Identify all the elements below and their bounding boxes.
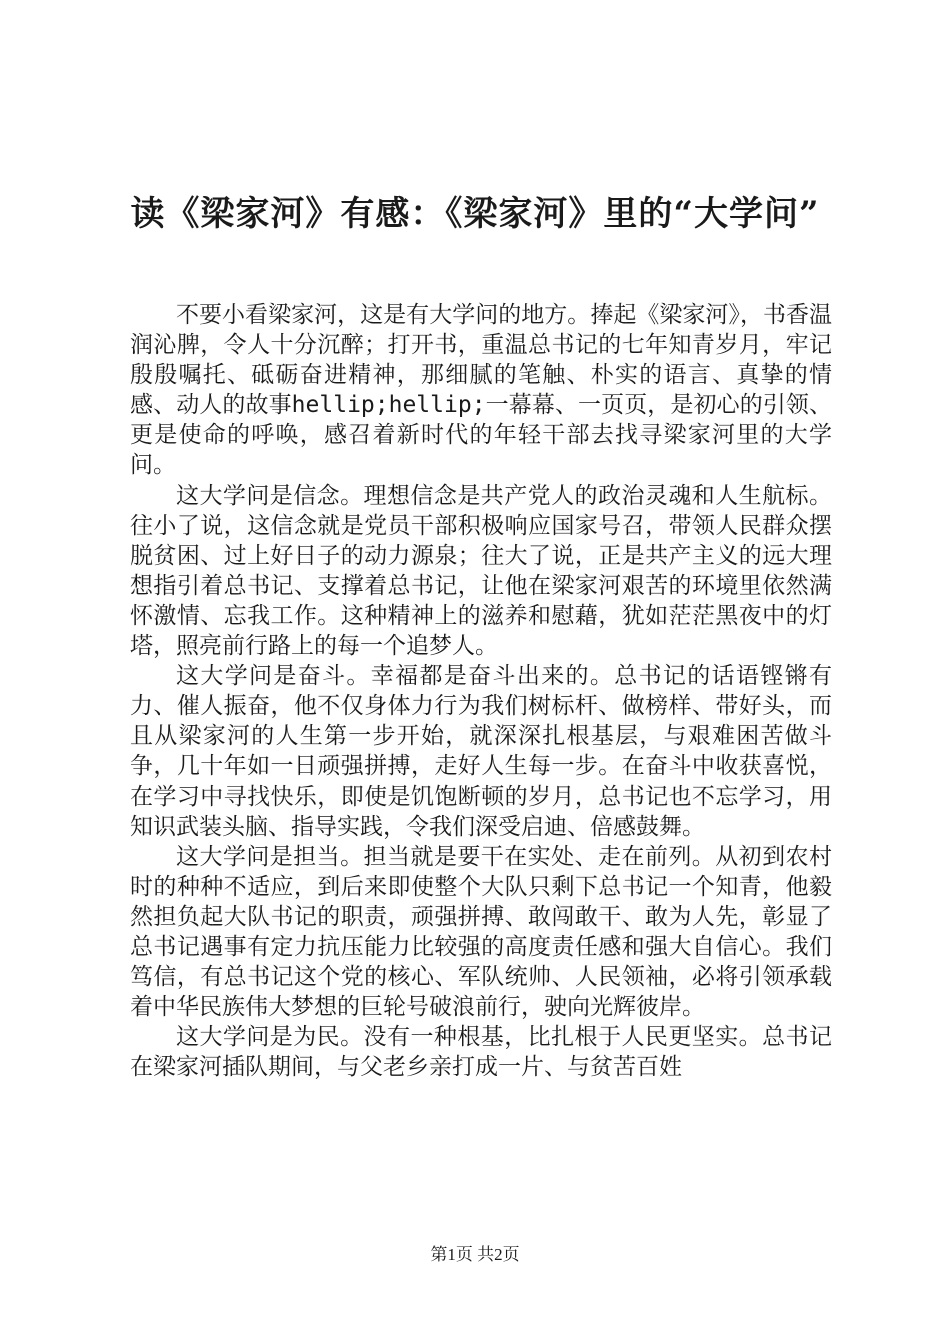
- paragraph-struggle: 这大学问是奋斗。幸福都是奋斗出来的。总书记的话语铿锵有力、催人振奋，他不仅身体力行为我们树标杆、做榜样、带好头，而且从梁家河的人生第一步开始，就深深扎根基层，与艰难困苦做斗争，几十年如一日顽强拼搏，走好人生每一步。在奋斗中收获喜悦，在学习中寻找快乐，即使是饥饱断顿的岁月，总书记也不忘学习，用知识武装头脑、指导实践，令我们深受启迪、倍感鼓舞。: [130, 663, 832, 840]
- page-title: 读《梁家河》有感：《梁家河》里的“大学问”: [130, 194, 820, 234]
- paragraph-intro: 不要小看梁家河，这是有大学问的地方。捧起《梁家河》，书香温润沁脾，令人十分沉醉；打开书，重温总书记的七年知青岁月，牢记殷殷嘱托、砥砺奋进精神，那细腻的笔触、朴实的语言、真挚的情感、动人的故事hellip;hellip;一幕幕、一页页，是初心的引领、更是使命的呼唤，感召着新时代的年轻干部去找寻梁家河里的大学问。: [130, 302, 832, 479]
- page-footer: 第1页 共2页: [430, 1245, 520, 1264]
- paragraph-belief: 这大学问是信念。理想信念是共产党人的政治灵魂和人生航标。往小了说，这信念就是党员干部积极响应国家号召，带领人民群众摆脱贫困、过上好日子的动力源泉；往大了说，正是共产主义的远大理想指引着总书记、支撑着总书记，让他在梁家河艰苦的环境里依然满怀激情、忘我工作。这种精神上的滋养和慰藉，犹如茫茫黑夜中的灯塔，照亮前行路上的每一个追梦人。: [130, 482, 832, 660]
- document-body: [130, 300, 832, 1082]
- paragraph-responsibility: 这大学问是担当。担当就是要干在实处、走在前列。从初到农村时的种种不适应，到后来即使整个大队只剩下总书记一个知青，他毅然担负起大队书记的职责，顽强拼搏、敢闯敢干、敢为人先，彰显了总书记遇事有定力抗压能力比较强的高度责任感和强大自信心。我们笃信，有总书记这个党的核心、军队统帅、人民领袖，必将引领承载着中华民族伟大梦想的巨轮号破浪前行，驶向光辉彼岸。: [130, 843, 832, 1021]
- paragraph-people: 这大学问是为民。没有一种根基，比扎根于人民更坚实。总书记在梁家河插队期间，与父老乡亲打成一片、与贫苦百姓: [130, 1024, 832, 1081]
